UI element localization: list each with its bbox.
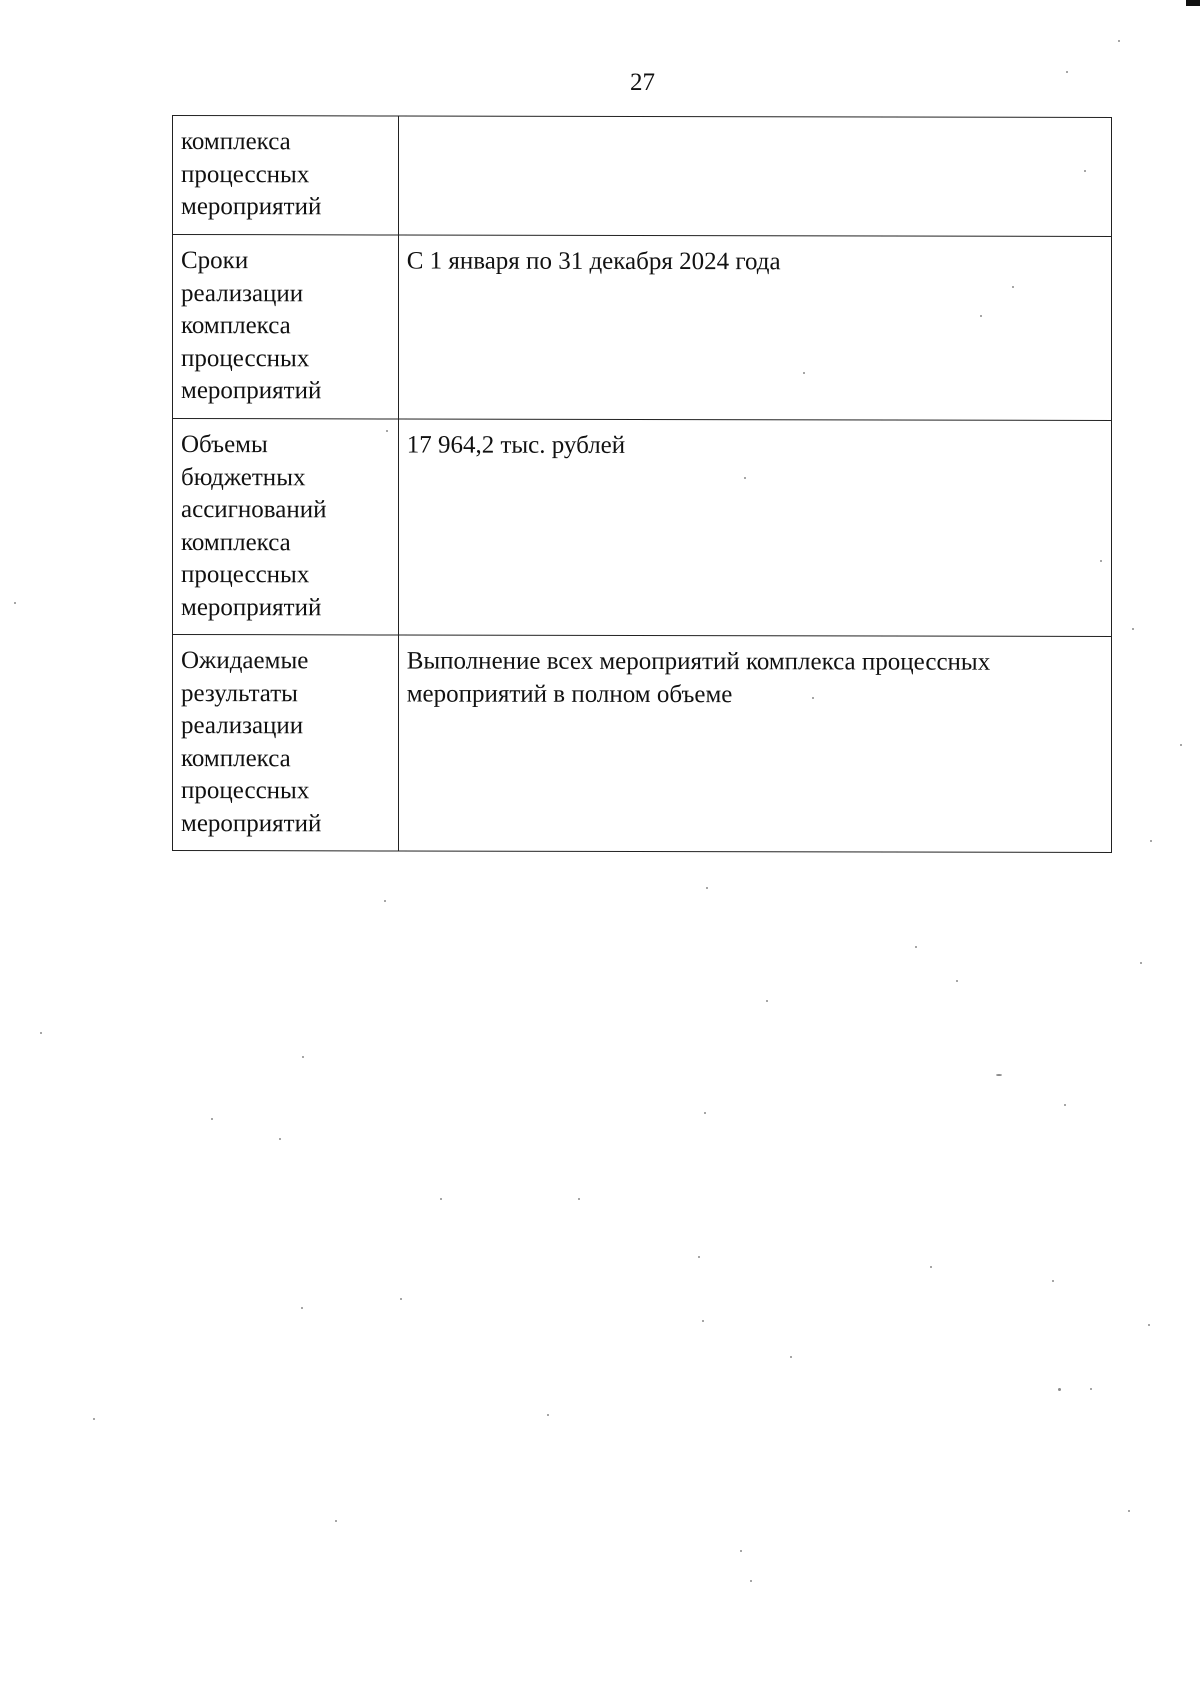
row-label-cell — [173, 235, 399, 419]
row-label: Объемы бюджетных ассигнований комплекса процессных мероприятий — [181, 431, 327, 621]
scan-corner-mark — [1186, 0, 1200, 6]
passport-table — [172, 115, 1112, 853]
row-value: Выполнение всех мероприятий комплекса процессных мероприятий в полном объеме — [406, 647, 991, 708]
row-value-cell — [398, 116, 1111, 236]
row-value-cell — [398, 419, 1111, 636]
row-value: С 1 января по 31 декабря 2024 года — [406, 247, 781, 276]
row-label: комплекса процессных мероприятий — [181, 128, 322, 221]
row-value-cell — [398, 635, 1111, 852]
row-label-cell — [173, 635, 399, 851]
row-label-cell — [173, 419, 399, 635]
row-label: Сроки реализации комплекса процессных мероприятий — [181, 247, 322, 405]
table-row — [173, 419, 1112, 637]
row-value — [407, 126, 1103, 127]
table-row — [173, 235, 1112, 421]
row-label: Ожидаемые результаты реализации комплекса процессных мероприятий — [181, 647, 322, 837]
page-number: 27 — [630, 69, 655, 96]
table-row — [173, 635, 1112, 853]
row-value-cell — [398, 235, 1111, 420]
table-row — [173, 116, 1112, 237]
row-value: 17 964,2 тыс. рублей — [406, 431, 626, 459]
row-label-cell — [173, 116, 399, 235]
